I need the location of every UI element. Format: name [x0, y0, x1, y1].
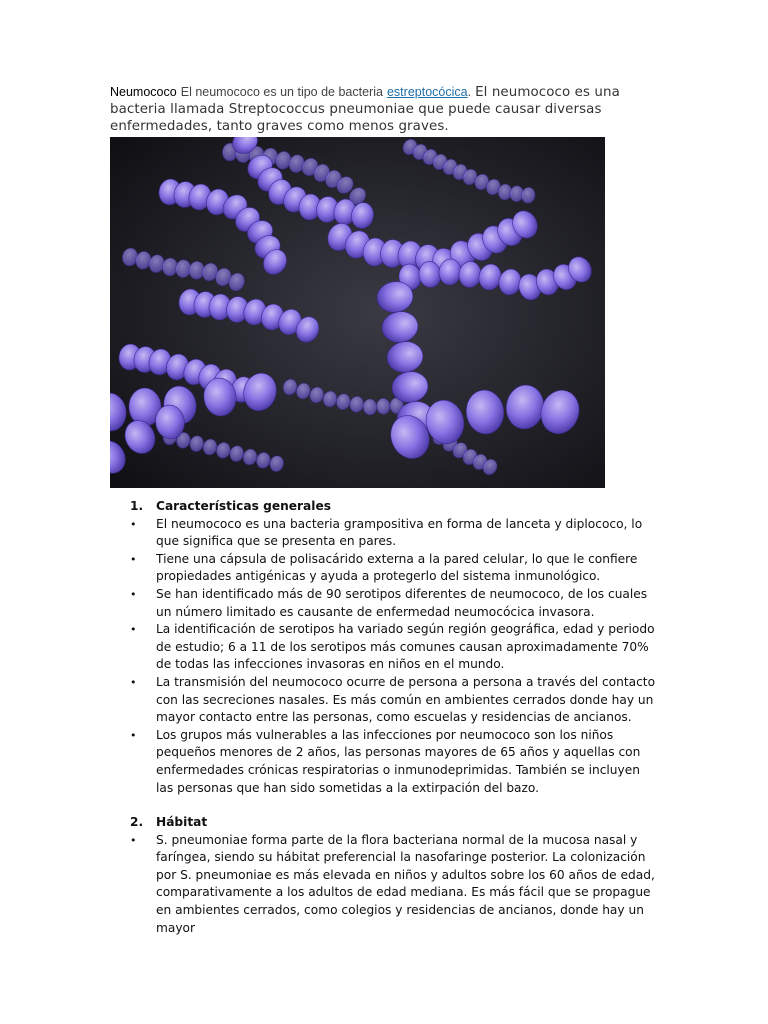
- section-gap: [130, 797, 660, 814]
- sections-list: [130, 498, 660, 937]
- list-item-text: La transmisión del neumococo ocurre de persona a persona a través del contacto con las secreciones nasales. Es más común en ambientes cerrados donde hay un mayor contacto entre las personas, como escuelas y residencias de ancianos.: [156, 674, 656, 725]
- section-number: 2.: [130, 815, 144, 830]
- bullet-icon: •: [130, 623, 137, 637]
- intro-lead-word: Neumococo: [110, 85, 177, 99]
- list-item: [130, 727, 660, 797]
- section-heading: [130, 814, 660, 832]
- list-item-text: El neumococo es una bacteria grampositiva en forma de lanceta y diplococo, lo que significa que se presenta en pares.: [156, 516, 643, 549]
- section-title: Hábitat: [156, 815, 208, 830]
- bullet-icon: •: [130, 587, 137, 601]
- estreptococica-link[interactable]: estreptocócica: [386, 85, 468, 99]
- list-item-text: Los grupos más vulnerables a las infecciones por neumococo son los niños pequeños menores de 2 años, las personas mayores de 65 años y aquellas con enfermedades crónicas respiratorias o inmunodeprimidas. También se incluyen las personas que han sido sometidas a la extirpación del bazo.: [156, 727, 641, 795]
- section-heading: [130, 498, 660, 516]
- bacteria-image: [110, 137, 605, 488]
- bullet-icon: •: [130, 675, 137, 689]
- intro-sentence-main: El neumococo es una bacteria llamada Streptococcus pneumoniae que puede causar diversas enfermedades, tanto graves como menos graves.: [110, 85, 620, 134]
- intro-paragraph: [110, 84, 670, 135]
- list-item-text: Se han identificado más de 90 serotipos diferentes de neumococo, de los cuales un número limitado es causante de enfermedad neumocócica invasora.: [156, 586, 648, 619]
- section-number: 1.: [130, 499, 144, 513]
- list-item-text: La identificación de serotipos ha variado según región geográfica, edad y periodo de estudio; 6 a 11 de los serotipos más comunes causan aproximadamente 70% de todas las infecciones invasoras en niños en el mundo.: [156, 622, 655, 672]
- list-item-text: Tiene una cápsula de polisacárido externa a la pared celular, lo que le confiere propiedades antigénicas y ayuda a protegerlo del sistema inmunológico.: [156, 551, 638, 584]
- list-item: [130, 516, 660, 551]
- section-title: Características generales: [156, 499, 331, 513]
- bullet-icon: •: [130, 517, 137, 531]
- bullet-icon: •: [130, 833, 137, 847]
- list-item: [130, 674, 660, 727]
- intro-sentence-start: El neumococo es un tipo de bacteria: [180, 85, 383, 99]
- intro-link-period: .: [467, 85, 472, 99]
- list-item: [130, 551, 660, 586]
- bullet-icon: •: [130, 552, 137, 566]
- bullet-icon: •: [130, 728, 137, 742]
- streptococcus-illustration: [110, 137, 605, 488]
- list-item: [130, 621, 660, 674]
- list-item: [130, 586, 660, 621]
- list-item: [130, 832, 660, 938]
- list-item-text: S. pneumoniae forma parte de la flora bacteriana normal de la mucosa nasal y faríngea, siendo su hábitat preferencial la nasofaringe posterior. La colonización por S. pneumoniae es más elevada en niños y adultos sobre los 60 años de edad, comparativamente a los adultos de edad mediana. Es más fácil que se propague en ambientes cerrados, como colegios y residencias de ancianos, donde hay un mayor: [156, 832, 655, 935]
